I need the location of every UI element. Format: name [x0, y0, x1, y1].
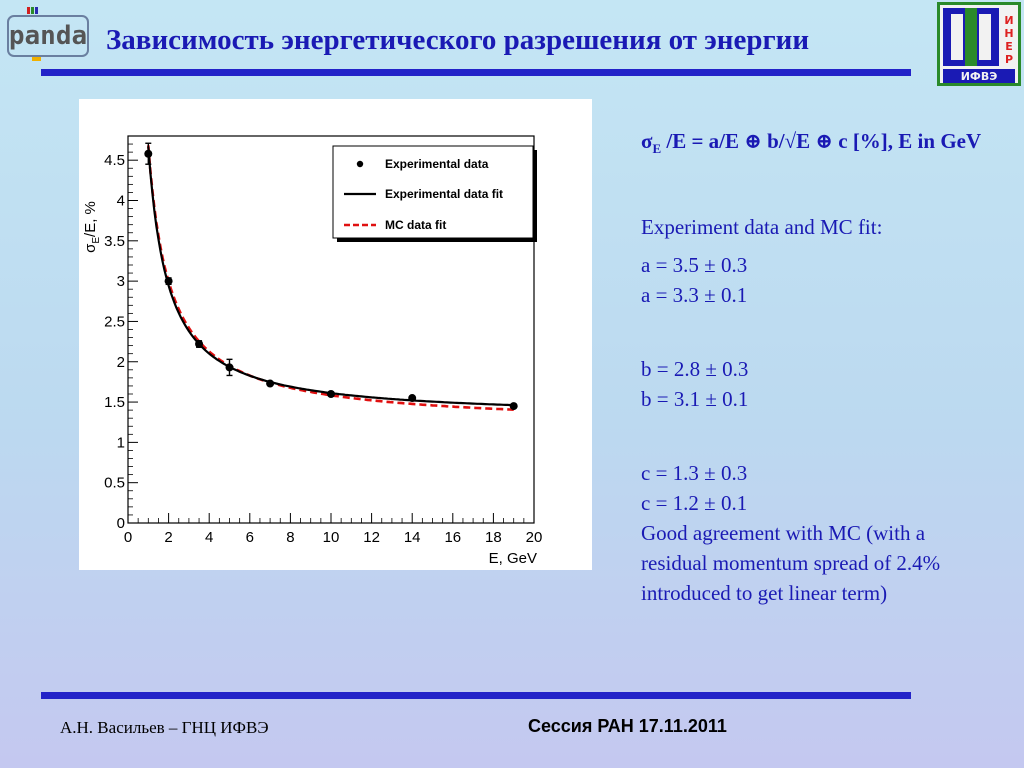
y-tick-label: 0.5: [104, 474, 125, 492]
x-tick-label: 20: [525, 529, 543, 546]
y-tick-label: 3.5: [104, 232, 125, 250]
y-axis-title: $\sigma_E/E$, %: [82, 201, 102, 253]
param-c-exp: c = 1.3 ± 0.3: [641, 461, 748, 486]
svg-text:И: И: [1004, 14, 1014, 27]
legend-mc-fit: MC data fit: [385, 218, 447, 232]
data-point: [510, 402, 518, 410]
x-tick-label: 6: [245, 529, 254, 546]
param-b-exp: b = 2.8 ± 0.3: [641, 357, 749, 382]
data-point: [165, 277, 173, 285]
y-tick-label: 0: [116, 515, 125, 532]
panda-logo-icon: [2, 4, 94, 64]
legend-experimental-data: Experimental data: [385, 157, 489, 171]
x-tick-label: 8: [286, 529, 295, 546]
footer-session: Сессия РАН 17.11.2011: [528, 716, 727, 736]
x-tick-label: 10: [322, 529, 340, 546]
data-point: [195, 340, 203, 348]
fit-notes: [641, 126, 986, 608]
x-tick-label: 14: [403, 529, 421, 546]
x-tick-label: 0: [123, 529, 133, 546]
chart-legend: [333, 146, 537, 242]
data-point: [408, 394, 416, 402]
data-point: [327, 390, 335, 398]
x-tick-label: 4: [205, 529, 214, 546]
param-b-mc: b = 3.1 ± 0.1: [641, 387, 749, 412]
y-tick-label: 4.5: [104, 152, 125, 170]
param-a-exp: a = 3.5 ± 0.3: [641, 253, 748, 278]
slide-title: Зависимость энергетического разрешения от энергии: [106, 24, 810, 56]
title-divider: [41, 69, 911, 76]
svg-text:ИФВЭ: ИФВЭ: [960, 70, 998, 83]
param-a-mc: a = 3.3 ± 0.1: [641, 283, 748, 308]
x-tick-label: 12: [363, 529, 380, 546]
legend-experimental-fit: Experimental data fit: [385, 187, 504, 201]
y-tick-label: 3: [116, 273, 125, 291]
x-axis-title: E, GeV: [488, 550, 537, 567]
y-tick-label: 2.5: [104, 313, 125, 331]
svg-text:Р: Р: [1004, 53, 1014, 66]
footer-divider: [41, 692, 911, 699]
x-tick-label: 18: [485, 529, 502, 546]
x-tick-label: 2: [164, 529, 173, 546]
resolution-formula: $\sigma_E$ /E = a/E ⊕ b/√E ⊕ c [%], E in GeV: [641, 129, 982, 157]
data-point: [266, 380, 274, 388]
y-tick-label: 2: [116, 353, 125, 371]
legend-marker-experimental-data: [357, 161, 363, 167]
svg-text:Н: Н: [1004, 27, 1014, 40]
conclusion-text: Good agreement with MC (with a residual momentum spread of 2.4% introduced to get linear term): [641, 521, 941, 606]
ihep-logo-icon: [937, 2, 1021, 86]
footer-author: А.Н. Васильев – ГНЦ ИФВЭ: [60, 718, 269, 737]
param-c-mc: c = 1.2 ± 0.1: [641, 491, 748, 516]
x-tick-label: 16: [444, 529, 462, 546]
resolution-chart: [79, 99, 592, 570]
y-tick-label: 1: [116, 434, 125, 452]
svg-text:panda: panda: [8, 21, 88, 51]
y-tick-label: 1.5: [104, 394, 125, 412]
y-tick-label: 4: [116, 192, 125, 210]
svg-text:Е: Е: [1005, 40, 1013, 53]
fit-heading: Experiment data and MC fit:: [641, 215, 883, 240]
